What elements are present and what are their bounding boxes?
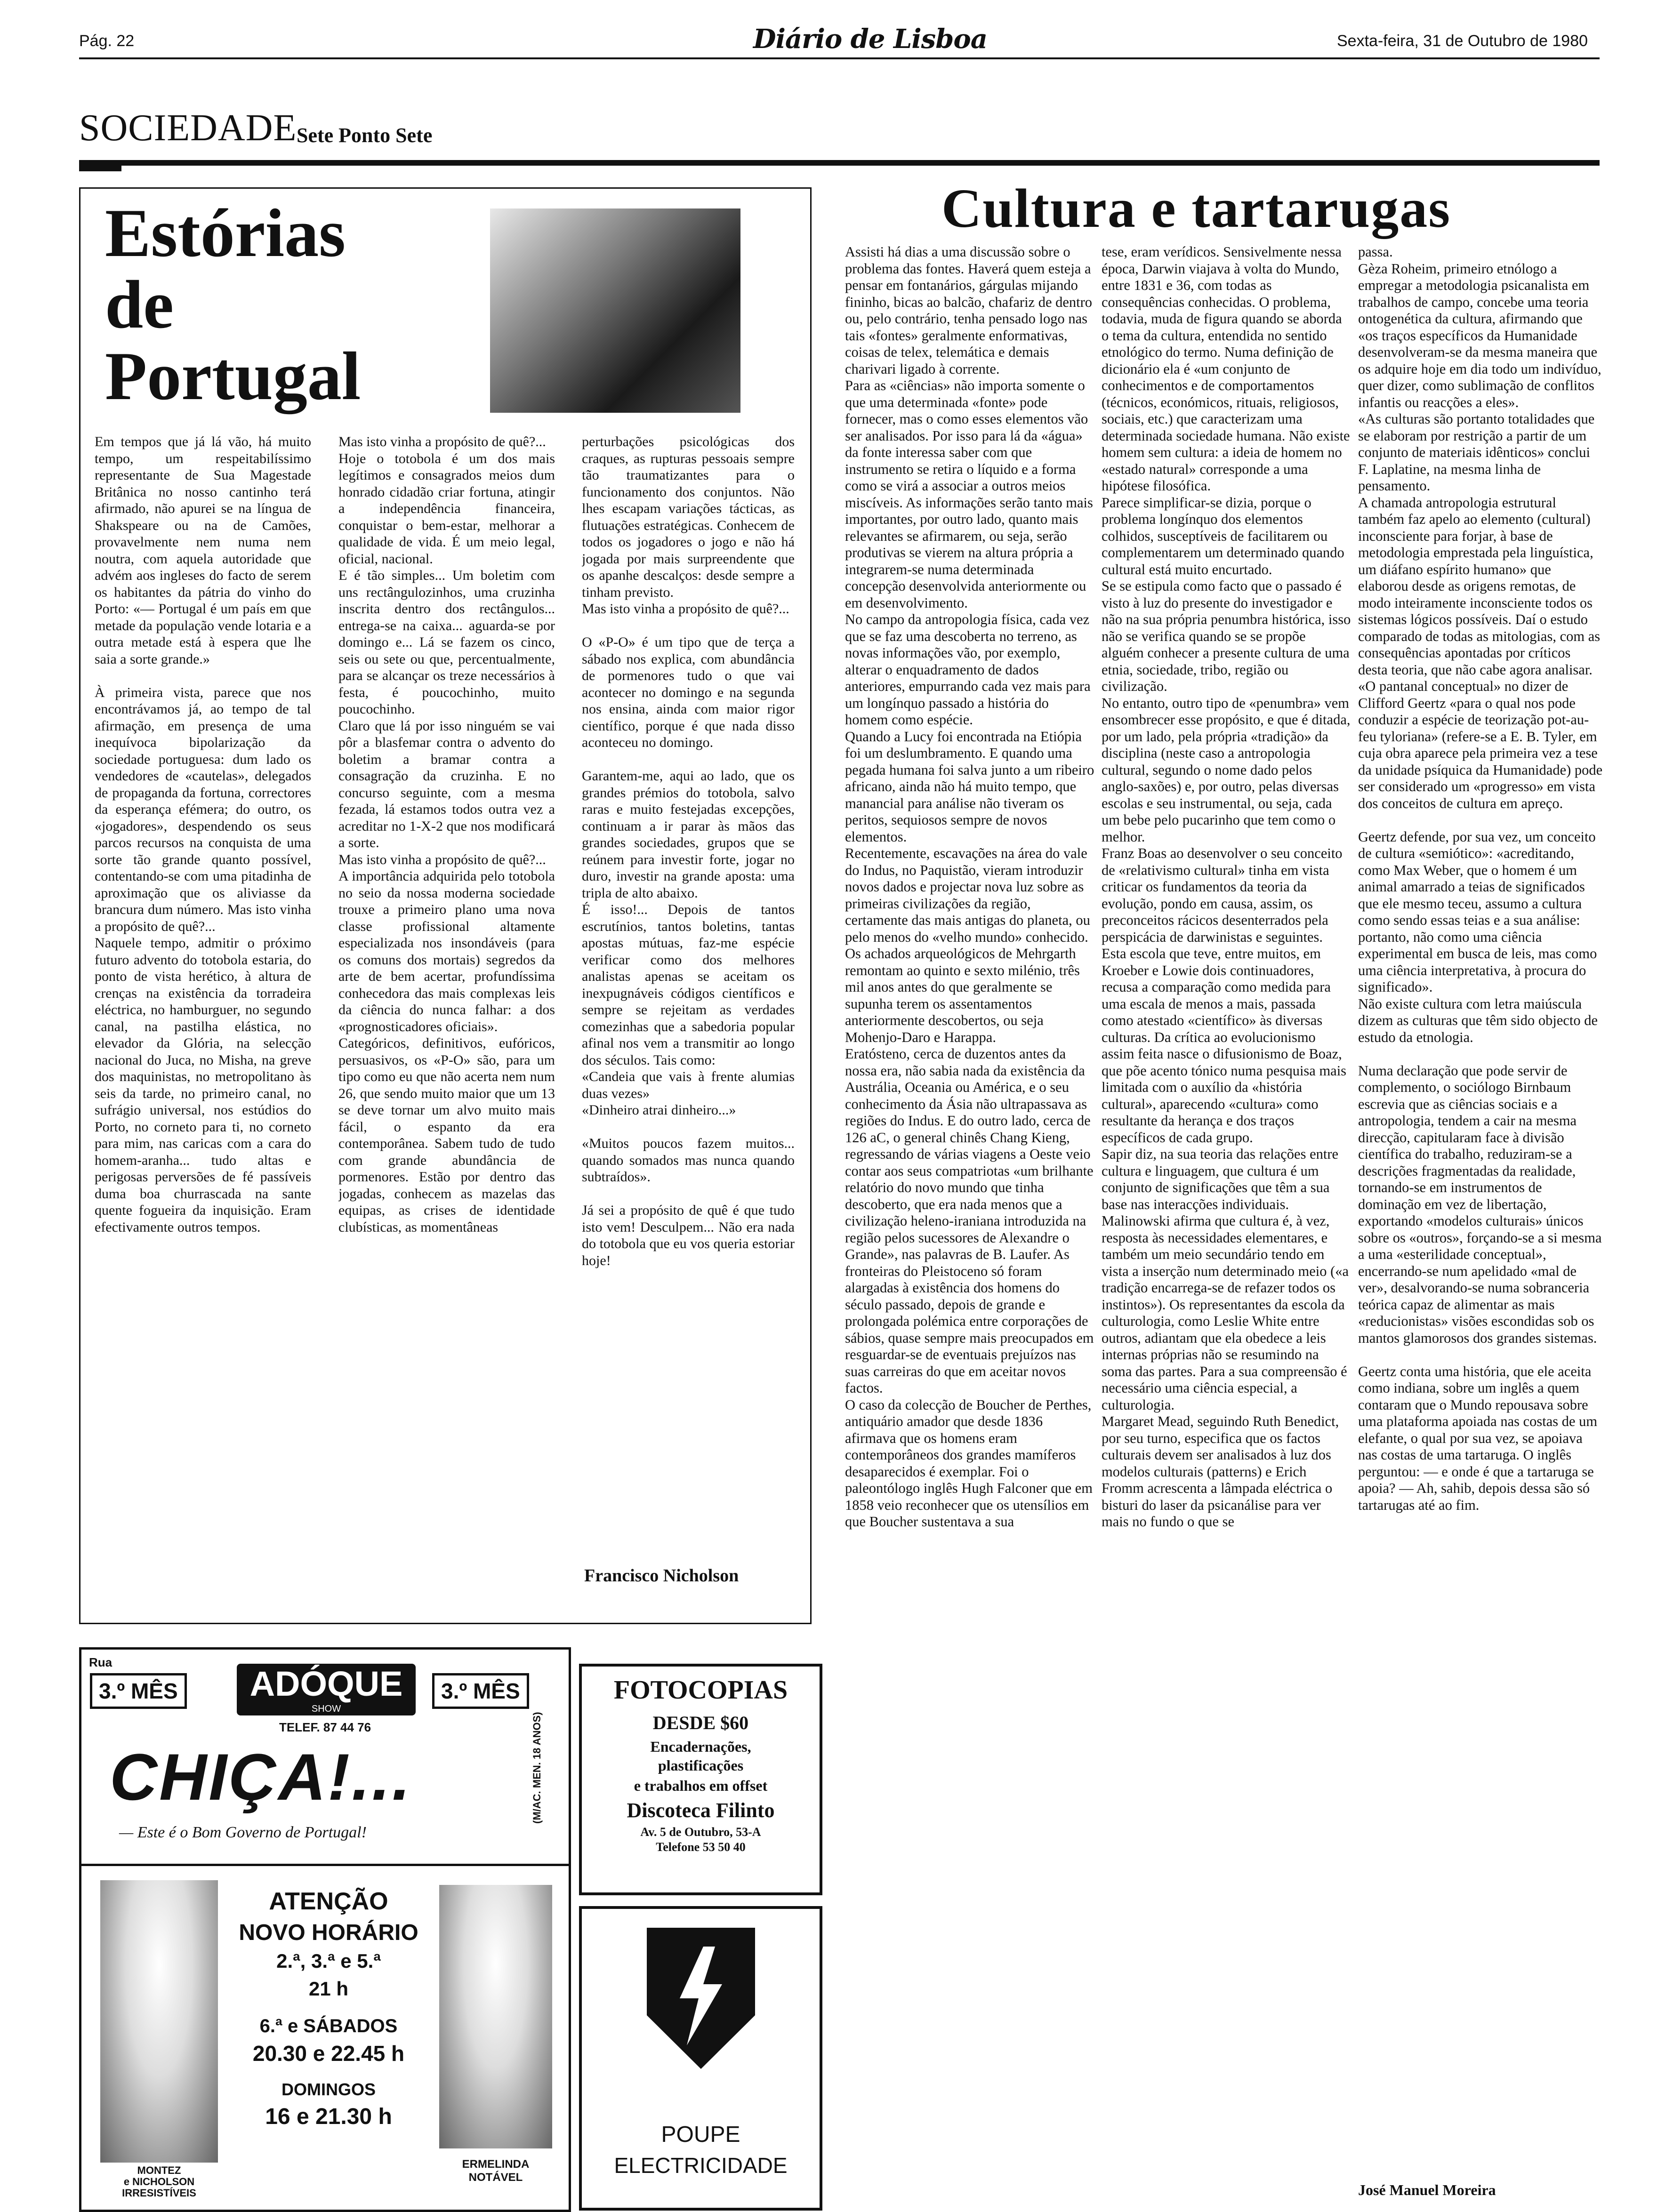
electricidade-line-2: ELECTRICIDADE bbox=[614, 2153, 788, 2178]
adoque-rating: (M/AC. MEN. 18 ANOS) bbox=[531, 1712, 543, 1824]
adoque-month-right: 3.º MÊS bbox=[432, 1673, 529, 1709]
cultura-column-3: passa. Gèza Roheim, primeiro etnólogo a empregar a metodologia psicanalista em trabalhos de campo, concebe uma teoria ontogenética da cultura, afirmando que «os traços específicos da Humanidade desenvolveram-se da mesma maneira que os adquire hoje em dia todo um indivíduo, quer dizer, como sublimação de conflitos infantis ou reacções a eles». «As culturas são portanto totalidades que se elaboram por restrição a partir de um conjunto de materiais idênticos» conclui F. Laplatine, na mesma linha de pensamento. A chamada antropologia estrutural também faz apelo ao elemento (cultural) inconsciente para forjar, à base de metodologia emprestada pela linguística, um diáfano espírito humano» que elaborou desde as origens remotas, de modo inteiramente inconsciente todos os sistemas lógicos possíveis. Daí o estudo comparado de todas as mitologias, com as consequências apontadas por críticos desta teoria, que não cabe agora analisar. «O pantanal conceptual» no dizer de Clifford Geertz «para o qual nos pode conduzir a espécie de teorização pot-au-feu tyloriana» (refere-se a E. B. Tyler, em cuja obra aparece pela primeira vez a tese da unidade psíquica da Humanidade) pode ser considerado um «progresso» em vista dos conceitos de cultura em apreço. Geertz defende, por sua vez, um conceito de cultura «semiótico»: «acreditando, como Max Weber, que o homem é um animal amarrado a teias de significados que ele mesmo teceu, assumo a cultura como sendo essas teias e a sua análise: portanto, não como uma ciência experimental em busca de leis, mas como uma ciência interpretativa, à procura do significado». Não existe cultura com letra maiúscula dizem as culturas que têm sido objecto de estudo da etnologia. Numa declaração que pode servir de complemento, o sociólogo Birnbaum escrevia que as ciências sociais e a antropologia, tendem a cair na mesma direcção, capitularam face à divisão científica do trabalho, reduziram-se a descrições fragmentadas da realidade, tornando-se em instrumentos de dominação em vez de libertação, exportando «modelos culturais» únicos sobre os «outros», forçando-se a si mesma a uma «esterilidade conceptual», encerrando-se num apelidado «mal de ver», desalvorando-se numa sobranceria teórica capaz de alimentar as mais «reducionistas» visões escondidas sob os mantos glamorosos dos grandes sistemas. Geertz conta uma história, que ele aceita como indiana, sobre um inglês a quem contaram que o Mundo repousava sobre uma plataforma apoiada nas costas de um elefante, o qual por sua vez, se apoiava nas costas de uma tartaruga. O inglês perguntou: — e onde é que a tartaruga se apoia? — Ah, sahib, depois dessa são só tartarugas até ao fim. bbox=[1358, 244, 1603, 1513]
cast-right-caption bbox=[439, 2158, 552, 2184]
adoque-tagline: — Este é o Bom Governo de Portugal! bbox=[119, 1824, 367, 1841]
cast-photo-left bbox=[100, 1880, 218, 2163]
section-tab bbox=[79, 165, 121, 171]
adoque-month-left: 3.º MÊS bbox=[90, 1673, 187, 1709]
fotocopias-shop: Discoteca Filinto bbox=[627, 1799, 775, 1822]
fotocopias-ad bbox=[579, 1664, 822, 1895]
estorias-title-line3: Portugal bbox=[105, 338, 361, 414]
adoque-ad bbox=[79, 1647, 571, 2212]
fotocopias-service-2: plastificações bbox=[658, 1757, 744, 1774]
electricidade-line-1: POUPE bbox=[661, 2122, 740, 2147]
estorias-title-line2: de bbox=[105, 266, 174, 343]
cultura-author: José Manuel Moreira bbox=[1358, 2181, 1496, 2198]
cast-left-name-2: e NICHOLSON bbox=[123, 2176, 195, 2188]
estorias-column-1: Em tempos que já lá vão, há muito tempo, um respeitabilíssimo representante de Sua Magestade Britânica no nosso cantinho terá afirmado, não apurei se na língua de Shakspeare ou na de Camões, provavelmente nem numa nem noutra, com aquela autoridade que advém aos ingleses do facto de serem os habitantes da pátria do vinho do Porto: «— Portugal é um país em que metade da população vende lotaria e a outra metade está à espera que lhe saia a sorte grande.» À primeira vista, parece que nos encontrávamos já, ao tempo de tal afirmação, em presença de uma inequívoca bipolarização da sociedade portuguesa: dum lado os vendedores de «cautelas», delegados de propaganda da fortuna, correctores da esperança efémera; do outro, os «jogadores», despendendo os seus parcos recursos na conquista de uma sorte tão grande quanto possível, contentando-se com uma pitadinha de aproximação que os aliviasse da brancura dum número. Mas isto vinha a propósito de quê?... Naquele tempo, admitir o próximo futuro advento do totobola estaria, do ponto de vista herético, à altura de crenças na existência da torradeira eléctrica, no hamburguer, no segundo canal, na pastilha elástica, no elevador da Glória, na selecção nacional do Juca, no Misha, na greve dos maquinistas, no metropolitano às seis da tarde, no primeiro canal, no sufrágio universal, nos estúdios do Porto, no corneto para ti, no corneto para mim, nas caricas com a cara do homem-aranha... tudo altas e perigosas perversões de fé passíveis duma boa churrascada na sante quente fogueira da inquisição. Eram efectivamente outros tempos. bbox=[95, 434, 311, 1235]
issue-date: Sexta-feira, 31 de Outubro de 1980 bbox=[1337, 32, 1588, 50]
schedule-time-3: 16 e 21.30 h bbox=[265, 2104, 392, 2129]
section-name: SOCIEDADE bbox=[79, 107, 297, 149]
schedule bbox=[232, 1885, 425, 2132]
section-rule bbox=[79, 160, 1600, 166]
schedule-new-hours: NOVO HORÁRIO bbox=[239, 1920, 418, 1945]
cast-left-name-1: MONTEZ bbox=[137, 2164, 181, 2176]
adoque-rua: Rua bbox=[89, 1655, 113, 1669]
fotocopias-service-1: Encadernações, bbox=[650, 1738, 751, 1755]
fotocopias-title: FOTOCOPIAS bbox=[613, 1675, 788, 1705]
adoque-theatre-title: ADÓQUE bbox=[249, 1664, 403, 1703]
schedule-days-3: DOMINGOS bbox=[281, 2080, 376, 2099]
cast-photo-right bbox=[439, 1885, 552, 2148]
section-subtitle: Sete Ponto Sete bbox=[297, 124, 433, 147]
cultura-column-2: tese, eram verídicos. Sensivelmente nessa época, Darwin viajava à volta do Mundo, entre 1831 e 36, com todas as consequências conhecidas. O problema, todavia, muda de figura quando se aborda o tema da cultura, entendida no sentido etnológico do termo. Numa definição de dicionário ela é «um conjunto de conhecimentos e de comportamentos (técnicos, económicos, rituais, religiosos, sociais, etc.) que caracterizam uma determinada sociedade humana. Não existe homem sem cultura: a ideia de homem no «estado natural» corresponde a uma hipótese filosófica. Parece simplificar-se dizia, porque o problema longínquo dos elementos colhidos, susceptíveis de facilitarem ou complementarem um determinado quando cultural está muito encurtado. Se se estipula como facto que o passado é visto à luz do presente do investigador e não na sua própria penumbra histórica, isso não se verifica quando se se propõe alguém conhecer a presente cultura de uma etnia, sociedade, tribo, região ou civilização. No entanto, outro tipo de «penumbra» vem ensombrecer esse propósito, e que é ditada, por um lado, pela própria «tradição» da disciplina (neste caso a antropologia cultural, segundo o nome dado pelos anglo-saxões) e, por outro, pelas diversas escolas e seu instrumental, ou seja, cada um bebe pelo pucarinho que tem como o melhor. Franz Boas ao desenvolver o seu conceito de «relativismo cultural» tinha em vista criticar os fundamentos da teoria da evolução, pondo em causa, assim, os preconceitos rácicos desenterrados pela perspicácia de darwinistas e seguintes. Esta escola que teve, entre muitos, em Kroeber e Lowie dois continuadores, recusa a comparação como medida para uma escala de menos a mais, passada como atestado «científico» às diversas culturas. Da crítica ao evolucionismo assim feita nasce o difusionismo de Boaz, que põe acento tónico numa pesquisa mais limitada com o auxílio da «história cultural», aparecendo «cultura» como resultante da herança e dos traços específicos de cada grupo. Sapir diz, na sua teoria das relações entre cultura e linguagem, que cultura é um conjunto de significações que têm a sua base nas interacções individuais. Malinowski afirma que cultura é, à vez, resposta às necessidades elementares, e também um meio secundário tendo em vista a inserção num determinado meio («a tradição encarrega-se de refazer todos os instintos»). Os representantes da escola da culturologia, como Leslie White entre outros, adiantam que ela obedece a leis internas próprias não se resumindo na soma das partes. Para a sua compreensão é necessário uma ciência especial, a culturologia. Margaret Mead, seguindo Ruth Benedict, por seu turno, especifica que os factos culturais devem ser analisados à luz dos modelos culturais (patterns) e Erich Fromm acrescenta a lâmpada eléctrica o bisturi do laser da psicanálise para ver mais no fundo o que se bbox=[1102, 244, 1351, 1530]
schedule-time-2: 20.30 e 22.45 h bbox=[252, 2041, 405, 2066]
estorias-title-line1: Estórias bbox=[105, 195, 346, 271]
schedule-days-1: 2.ª, 3.ª e 5.ª bbox=[276, 1950, 381, 1972]
estorias-title bbox=[105, 197, 361, 412]
adoque-theatre-subtitle: SHOW bbox=[311, 1704, 341, 1714]
lightning-icon bbox=[647, 1928, 755, 2069]
adoque-phone: TELEF. 87 44 76 bbox=[279, 1720, 371, 1734]
cast-left-caption bbox=[91, 2165, 227, 2199]
estorias-author: Francisco Nicholson bbox=[584, 1566, 739, 1586]
schedule-days-2: 6.ª e SÁBADOS bbox=[259, 2016, 398, 2036]
adoque-theatre-name bbox=[237, 1664, 416, 1715]
schedule-attention: ATENÇÃO bbox=[269, 1888, 388, 1915]
cultura-column-1: Assisti há dias a uma discussão sobre o problema das fontes. Haverá quem esteja a pensar em fontanários, gárgulas mijando fininho, bicas ao balcão, chafariz de dentro ou, pelo contrário, tenha pensado logo nas tais «fontes» geralmente enformativas, coisas de telex, telemática e demais charivari ligado à corrente. Para as «ciências» não importa somente o que uma determinada «fonte» pode fornecer, mas o como esses elementos vão ser analisados. Por isso para lá da «água» da fonte interessa saber com que instrumento se retira o líquido e a forma como se virá a associar a outros meios miscíveis. As informações serão tanto mais importantes, por outro lado, quanto mais relevantes se afirmarem, ou seja, serão produtivas se vierem na altura própria a integrarem-se numa determinada concepção desenvolvida anteriormente ou em desenvolvimento. No campo da antropologia física, cada vez que se faz uma descoberta no terreno, as novas informações vão, por exemplo, alterar o enquadramento de dados anteriores, empurrando cada vez mais para um longínquo passado a história do homem como espécie. Quando a Lucy foi encontrada na Etiópia foi um deslumbramento. E quando uma pegada humana foi salva junto a um ribeiro africano, ainda não há muito tempo, que manancial para análise não tiveram os peritos, sequiosos sempre de novos elementos. Recentemente, escavações na área do vale do Indus, no Paquistão, vieram introduzir novos dados e projectar nova luz sobre as primeiras civilizações da região, certamente das mais antigas do planeta, ou pelo menos do «velho mundo» conhecido. Os achados arqueológicos de Mehrgarth remontam ao quinto e sexto milénio, três mil anos antes do que geralmente se supunha terem os assentamentos anteriormente descobertos, ou seja Mohenjo-Daro e Harappa. Eratósteno, cerca de duzentos antes da nossa era, não sabia nada da existência da Austrália, Oceania ou América, e o seu conhecimento da Ásia não ultrapassava as regiões do Indus. E do outro lado, cerca de 126 aC, o general chinês Chang Kieng, regressando de várias viagens a Oeste veio contar aos seus compatriotas «um brilhante relatório do novo mundo que tinha descoberto, que era nada menos que a civilização heleno-iraniana introduzida na região pelos sucessores de Alexandre o Grande», nas palavras de B. Laufer. As fronteiras do Pleistoceno só foram alargadas à existência dos homens do século passado, depois de grande e prolongada polémica entre corporações de sábios, quase sempre mais preocupados em resguardar-se de eventuais prejuízos nas suas carreiras do que em aceitar novos factos. O caso da colecção de Boucher de Perthes, antiquário amador que desde 1836 afirmava que os homens eram contemporâneos dos grandes mamíferos desaparecidos é exemplar. Foi o paleontólogo inglês Hugh Falconer que em 1858 veio reconhecer que os utensílios em que Boucher sustentava a sua bbox=[845, 244, 1094, 1530]
fotocopias-price: DESDE $60 bbox=[652, 1712, 749, 1733]
cultura-title: Cultura e tartarugas bbox=[941, 177, 1451, 239]
estorias-column-2: Mas isto vinha a propósito de quê?... Hoje o totobola é um dos mais legítimos e consagrados meios dum honrado cidadão criar fortuna, atingir a independência financeira, conquistar o bem-estar, melhorar a qualidade de vida. É um meio legal, oficial, nacional. E é tão simples... Um boletim com uns rectângulozinhos, uma cruzinha inscrita dentro dos rectângulos... entrega-se na caixa... aguarda-se por domingo e... Lá se fazem os cinco, seis ou sete ou que, percentualmente, para se alcançar os treze necessários à festa, é poucochinho, muito poucochinho. Claro que lá por isso ninguém se vai pôr a blasfemar contra o advento do boletim a bramar contra a consagração da cruzinha. E no concurso seguinte, com a mesma fezada, lá estamos todos outra vez a acreditar no 1-X-2 que nos modificará a sorte. Mas isto vinha a propósito de quê?... A importância adquirida pelo totobola no seio da nossa moderna sociedade trouxe a primeiro plano uma nova classe profissional altamente especializada nos insondáveis (para os comuns dos mortais) segredos da arte de bem acertar, profundíssima conhecedora das mais complexas leis da ciência do nunca falhar: a dos «prognosticadores oficiais». Categóricos, definitivos, eufóricos, persuasivos, os «P-O» são, para um tipo como eu que não acerta nem num 26, que sendo muito maior que um 13 se deve tornar um alvo muito mais fácil, o espanto da era contemporânea. Sabem tudo de tudo com grande abundância de pormenores. Estão por dentro das jogadas, conhecem as mazelas das equipas, as crises de identidade clubísticas, as momentâneas bbox=[338, 434, 555, 1235]
cast-right-note: NOTÁVEL bbox=[468, 2171, 523, 2184]
masthead-rule bbox=[79, 57, 1600, 59]
cast-right-name: ERMELINDA bbox=[462, 2158, 530, 2171]
cast-left-note: IRRESISTÍVEIS bbox=[122, 2187, 196, 2199]
adoque-divider bbox=[81, 1864, 569, 1866]
fotocopias-address: Av. 5 de Outubro, 53-A bbox=[640, 1825, 761, 1839]
schedule-time-1: 21 h bbox=[308, 1978, 349, 2000]
estorias-column-3: perturbações psicológicas dos craques, as rupturas pessoais sempre tão traumatizantes para o funcionamento dos conjuntos. Não lhes escapam variações tácticas, as flutuações estratégicas. Conhecem de todos os jogadores o jogo e não há jogada por mais surpreendente que os apanhe descalços: desde sempre a tinham previsto. Mas isto vinha a propósito de quê?... O «P-O» é um tipo que de terça a sábado nos explica, com abundância de pormenores tudo o que vai acontecer no domingo e na segunda nos ensina, ainda com maior rigor científico, porque é que nada disso aconteceu no domingo. Garantem-me, aqui ao lado, que os grandes prémios do totobola, salvo raras e muito festejadas excepções, continuam a ir parar às mãos das grandes sociedades, grupos que se reúnem para investir forte, jogar no duro, investir na grande aposta: uma tripla de alto abaixo. É isso!... Depois de tantos escrutínios, tantos boletins, tantas apostas mútuas, faz-me espécie verificar como dos melhores analistas apenas se aceitam os inexpugnáveis códigos científicos e sempre se rejeitam as verdades comezinhas que a sabedoria popular afinal nos vem a transmitir ao longo dos séculos. Tais como: «Candeia que vais à frente alumias duas vezes» «Dinheiro atrai dinheiro...» «Muitos poucos fazem muitos... quando somados mas nunca quando subtraídos». Já sei a propósito de quê é que tudo isto vem! Desculpem... Não era nada do totobola que eu vos queria estoriar hoje! bbox=[582, 434, 795, 1268]
author-portrait bbox=[490, 208, 740, 413]
adoque-show-title: CHIÇA!... bbox=[110, 1740, 412, 1814]
electricidade-ad bbox=[579, 1906, 822, 2211]
lightning-emblem bbox=[647, 1928, 755, 2069]
fotocopias-service-3: e trabalhos em offset bbox=[634, 1777, 768, 1794]
newspaper-logo: Diário de Lisboa bbox=[753, 24, 987, 55]
estorias-box bbox=[79, 187, 812, 1624]
page-number: Pág. 22 bbox=[79, 32, 135, 50]
fotocopias-phone: Telefone 53 50 40 bbox=[656, 1840, 746, 1854]
